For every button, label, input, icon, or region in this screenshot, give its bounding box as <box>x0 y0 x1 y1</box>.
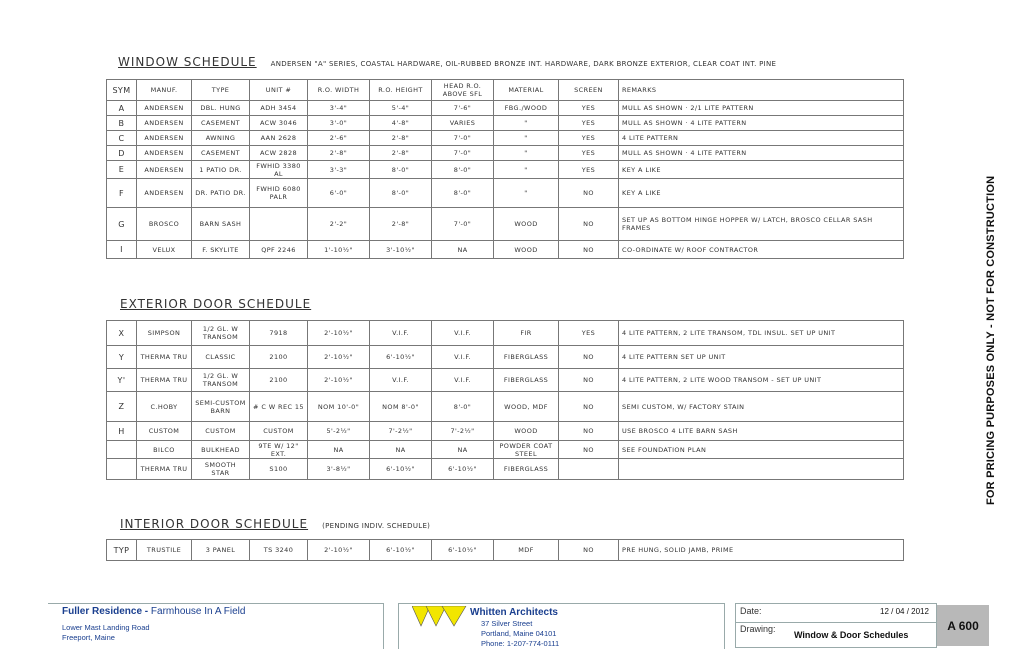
exterior-door-schedule-cell: V.I.F. <box>370 321 432 346</box>
window-schedule-row <box>107 131 904 146</box>
window-schedule-cell: VARIES <box>432 116 494 131</box>
window-schedule-cell: 2'-6" <box>308 131 370 146</box>
exterior-door-schedule-heading <box>120 297 311 311</box>
window-schedule-cell: 8'-0" <box>432 179 494 208</box>
exterior-door-schedule-cell: NO <box>559 422 619 441</box>
exterior-door-schedule-cell: WOOD, MDF <box>494 392 559 422</box>
window-schedule-cell: B <box>107 116 137 131</box>
exterior-door-schedule-cell: NOM 8'-0" <box>370 392 432 422</box>
window-schedule-cell: SET UP AS BOTTOM HINGE HOPPER W/ LATCH, BROSCO CELLAR SASH FRAMES <box>619 208 904 241</box>
exterior-door-schedule-cell: FIBERGLASS <box>494 346 559 369</box>
exterior-door-schedule-cell: Y <box>107 346 137 369</box>
window-schedule-table <box>106 79 904 259</box>
exterior-door-schedule-cell: SEE FOUNDATION PLAN <box>619 441 904 459</box>
date-label: Date: <box>740 606 762 616</box>
window-schedule-cell: 8'-0" <box>432 161 494 179</box>
drawing-label: Drawing: <box>740 624 776 634</box>
window-schedule-cell: NO <box>559 208 619 241</box>
exterior-door-schedule-cell: FIBERGLASS <box>494 459 559 480</box>
window-schedule-header-cell: R.O. HEIGHT <box>370 80 432 101</box>
exterior-door-schedule-row <box>107 441 904 459</box>
window-schedule-cell: YES <box>559 116 619 131</box>
exterior-door-schedule-cell: 6'-10½" <box>370 459 432 480</box>
window-schedule-cell: YES <box>559 161 619 179</box>
exterior-door-schedule-cell: 7918 <box>250 321 308 346</box>
window-schedule-cell: 4 LITE PATTERN <box>619 131 904 146</box>
interior-door-schedule-heading <box>120 517 430 531</box>
project-subtitle: Farmhouse In A Field <box>150 606 246 617</box>
window-schedule-cell: G <box>107 208 137 241</box>
window-schedule-cell: " <box>494 179 559 208</box>
exterior-door-schedule-cell: SEMI CUSTOM, W/ FACTORY STAIN <box>619 392 904 422</box>
window-schedule-cell: 2'-8" <box>308 146 370 161</box>
window-schedule-row <box>107 146 904 161</box>
window-schedule-cell <box>250 208 308 241</box>
exterior-door-schedule-cell: NO <box>559 392 619 422</box>
window-schedule-header-cell: UNIT # <box>250 80 308 101</box>
window-schedule-cell: NO <box>559 241 619 259</box>
exterior-door-schedule-cell: CUSTOM <box>137 422 192 441</box>
window-schedule-cell: VELUX <box>137 241 192 259</box>
window-schedule-cell: NO <box>559 179 619 208</box>
sheet-number: A 600 <box>937 605 989 646</box>
window-schedule-cell: 2'-8" <box>370 146 432 161</box>
window-schedule-cell: A <box>107 101 137 116</box>
window-schedule-cell: 8'-0" <box>370 179 432 208</box>
window-schedule-cell: ADH 3454 <box>250 101 308 116</box>
window-schedule-cell: " <box>494 116 559 131</box>
firm-logo-icon <box>412 606 468 628</box>
interior-door-schedule-cell: 2'-10½" <box>308 540 370 561</box>
firm-name: Whitten Architects <box>470 607 558 618</box>
window-schedule-cell: ANDERSEN <box>137 161 192 179</box>
exterior-door-schedule-cell: Y' <box>107 369 137 392</box>
window-schedule-header-cell: MATERIAL <box>494 80 559 101</box>
window-schedule-cell: KEY A LIKE <box>619 179 904 208</box>
exterior-door-schedule-cell: BILCO <box>137 441 192 459</box>
exterior-door-schedule-cell <box>107 441 137 459</box>
exterior-door-schedule-title: EXTERIOR DOOR SCHEDULE <box>120 297 312 311</box>
exterior-door-schedule-cell: 6'-10½" <box>370 346 432 369</box>
exterior-door-schedule-cell: 2100 <box>250 346 308 369</box>
window-schedule-cell: " <box>494 161 559 179</box>
exterior-door-schedule-cell: BULKHEAD <box>192 441 250 459</box>
exterior-door-schedule-cell: # C W REC 15 <box>250 392 308 422</box>
window-schedule-cell: 5'-4" <box>370 101 432 116</box>
exterior-door-schedule-cell: 7'-2½" <box>370 422 432 441</box>
exterior-door-schedule-cell: NO <box>559 346 619 369</box>
exterior-door-schedule-cell: S100 <box>250 459 308 480</box>
window-schedule-cell: 1'-10½" <box>308 241 370 259</box>
firm-phone: Phone: 1-207-774-0111 <box>481 639 560 648</box>
date-value: 12 / 04 / 2012 <box>880 607 929 616</box>
window-schedule-cell: F. SKYLITE <box>192 241 250 259</box>
window-schedule-cell: CASEMENT <box>192 116 250 131</box>
project-name: Fuller Residence - <box>62 606 149 617</box>
exterior-door-schedule-cell: 2'-10½" <box>308 369 370 392</box>
window-schedule-heading <box>118 55 776 69</box>
window-schedule-cell: WOOD <box>494 208 559 241</box>
window-schedule-cell: FWHID 3380 AL <box>250 161 308 179</box>
exterior-door-schedule-cell: NA <box>308 441 370 459</box>
exterior-door-schedule-cell <box>619 459 904 480</box>
window-schedule-cell: YES <box>559 131 619 146</box>
window-schedule-cell: E <box>107 161 137 179</box>
exterior-door-schedule-cell: 4 LITE PATTERN, 2 LITE WOOD TRANSOM - SET UP UNIT <box>619 369 904 392</box>
exterior-door-schedule-cell: NOM 10'-0" <box>308 392 370 422</box>
exterior-door-schedule-cell: V.I.F. <box>370 369 432 392</box>
interior-door-schedule-row <box>107 540 904 561</box>
window-schedule-cell: I <box>107 241 137 259</box>
window-schedule-header-cell: SYM <box>107 80 137 101</box>
window-schedule-header-cell: R.O. WIDTH <box>308 80 370 101</box>
exterior-door-schedule-cell: SMOOTH STAR <box>192 459 250 480</box>
exterior-door-schedule-row <box>107 459 904 480</box>
window-schedule-cell: QPF 2246 <box>250 241 308 259</box>
exterior-door-schedule-cell: SEMI-CUSTOM BARN <box>192 392 250 422</box>
exterior-door-schedule-cell: 5'-2½" <box>308 422 370 441</box>
exterior-door-schedule-cell: POWDER COAT STEEL <box>494 441 559 459</box>
window-schedule-row <box>107 208 904 241</box>
window-schedule-cell: 2'-8" <box>370 208 432 241</box>
window-schedule-header-row <box>107 80 904 101</box>
window-schedule-cell: FBG./WOOD <box>494 101 559 116</box>
interior-door-schedule-title: INTERIOR DOOR SCHEDULE <box>120 517 309 531</box>
window-schedule-cell: ANDERSEN <box>137 116 192 131</box>
window-schedule-cell: DR. PATIO DR. <box>192 179 250 208</box>
window-schedule-cell: BARN SASH <box>192 208 250 241</box>
window-schedule-cell: YES <box>559 146 619 161</box>
exterior-door-schedule-cell: 2'-10½" <box>308 346 370 369</box>
exterior-door-schedule-cell <box>559 459 619 480</box>
window-schedule-cell: ANDERSEN <box>137 146 192 161</box>
exterior-door-schedule-cell <box>107 459 137 480</box>
exterior-door-schedule-cell: Z <box>107 392 137 422</box>
exterior-door-schedule-cell: NO <box>559 369 619 392</box>
window-schedule-cell: 2'-2" <box>308 208 370 241</box>
window-schedule-cell: ACW 3046 <box>250 116 308 131</box>
window-schedule-cell: ACW 2828 <box>250 146 308 161</box>
exterior-door-schedule-cell: WOOD <box>494 422 559 441</box>
exterior-door-schedule-row <box>107 392 904 422</box>
exterior-door-schedule-table <box>106 320 904 480</box>
interior-door-schedule-cell: 3 PANEL <box>192 540 250 561</box>
window-schedule-cell: 4'-8" <box>370 116 432 131</box>
window-schedule-cell: 7'-6" <box>432 101 494 116</box>
exterior-door-schedule-cell: THERMA TRU <box>137 346 192 369</box>
exterior-door-schedule-cell: 6'-10½" <box>432 459 494 480</box>
window-schedule-cell: AAN 2628 <box>250 131 308 146</box>
exterior-door-schedule-cell: NA <box>432 441 494 459</box>
exterior-door-schedule-row <box>107 346 904 369</box>
window-schedule-row <box>107 101 904 116</box>
interior-door-schedule-table <box>106 539 904 561</box>
window-schedule-cell: ANDERSEN <box>137 101 192 116</box>
exterior-door-schedule-cell: 3'-8½" <box>308 459 370 480</box>
exterior-door-schedule-cell: FIBERGLASS <box>494 369 559 392</box>
exterior-door-schedule-cell: V.I.F. <box>432 346 494 369</box>
window-schedule-cell: 7'-0" <box>432 146 494 161</box>
interior-door-schedule-cell: 6'-10½" <box>370 540 432 561</box>
window-schedule-cell: 3'-3" <box>308 161 370 179</box>
window-schedule-cell: 7'-0" <box>432 208 494 241</box>
window-schedule-row <box>107 179 904 208</box>
exterior-door-schedule-row <box>107 321 904 346</box>
interior-door-schedule-cell: NO <box>559 540 619 561</box>
pricing-disclaimer: FOR PRICING PURPOSES ONLY - NOT FOR CONSTRUCTION <box>985 175 997 505</box>
window-schedule-cell: 1 PATIO DR. <box>192 161 250 179</box>
exterior-door-schedule-cell: THERMA TRU <box>137 369 192 392</box>
window-schedule-note: ANDERSEN "A" SERIES, COASTAL HARDWARE, OIL-RUBBED BRONZE INT. HARDWARE, DARK BRONZE EXTERIOR, CLEAR COAT INT. PINE <box>270 60 777 68</box>
window-schedule-cell: D <box>107 146 137 161</box>
project-address-line1: Lower Mast Landing Road <box>62 623 150 632</box>
exterior-door-schedule-cell: CUSTOM <box>192 422 250 441</box>
window-schedule-cell: 2'-8" <box>370 131 432 146</box>
exterior-door-schedule-row <box>107 422 904 441</box>
exterior-door-schedule-cell: FIR <box>494 321 559 346</box>
window-schedule-cell: F <box>107 179 137 208</box>
exterior-door-schedule-cell: USE BROSCO 4 LITE BARN SASH <box>619 422 904 441</box>
window-schedule-cell: CO-ORDINATE W/ ROOF CONTRACTOR <box>619 241 904 259</box>
window-schedule-cell: CASEMENT <box>192 146 250 161</box>
exterior-door-schedule-cell: 2'-10½" <box>308 321 370 346</box>
window-schedule-cell: C <box>107 131 137 146</box>
window-schedule-cell: BROSCO <box>137 208 192 241</box>
window-schedule-cell: 6'-0" <box>308 179 370 208</box>
window-schedule-header-cell: REMARKS <box>619 80 904 101</box>
exterior-door-schedule-cell: CUSTOM <box>250 422 308 441</box>
window-schedule-cell: MULL AS SHOWN · 4 LITE PATTERN <box>619 116 904 131</box>
window-schedule-cell: " <box>494 131 559 146</box>
exterior-door-schedule-cell: V.I.F. <box>432 321 494 346</box>
project-title <box>62 606 245 617</box>
window-schedule-cell: AWNING <box>192 131 250 146</box>
interior-door-schedule-cell: TRUSTILE <box>137 540 192 561</box>
window-schedule-cell: KEY A LIKE <box>619 161 904 179</box>
window-schedule-cell: ANDERSEN <box>137 131 192 146</box>
exterior-door-schedule-cell: 1/2 GL. W TRANSOM <box>192 369 250 392</box>
window-schedule-row <box>107 241 904 259</box>
interior-door-schedule-cell: MDF <box>494 540 559 561</box>
window-schedule-cell: 3'-0" <box>308 116 370 131</box>
interior-door-schedule-note: (PENDING INDIV. SCHEDULE) <box>322 522 431 530</box>
window-schedule-cell: YES <box>559 101 619 116</box>
exterior-door-schedule-row <box>107 369 904 392</box>
exterior-door-schedule-cell: 2100 <box>250 369 308 392</box>
window-schedule-cell: FWHID 6080 PALR <box>250 179 308 208</box>
drawing-title: Window & Door Schedules <box>794 630 909 640</box>
interior-door-schedule-cell: TYP <box>107 540 137 561</box>
exterior-door-schedule-cell: X <box>107 321 137 346</box>
window-schedule-header-cell: HEAD R.O. ABOVE SFL <box>432 80 494 101</box>
exterior-door-schedule-cell: THERMA TRU <box>137 459 192 480</box>
exterior-door-schedule-cell: SIMPSON <box>137 321 192 346</box>
exterior-door-schedule-cell: 9TE W/ 12" EXT. <box>250 441 308 459</box>
exterior-door-schedule-cell: YES <box>559 321 619 346</box>
window-schedule-cell: WOOD <box>494 241 559 259</box>
exterior-door-schedule-cell: 1/2 GL. W TRANSOM <box>192 321 250 346</box>
exterior-door-schedule-cell: C.HOBY <box>137 392 192 422</box>
window-schedule-cell: " <box>494 146 559 161</box>
window-schedule-header-cell: MANUF. <box>137 80 192 101</box>
exterior-door-schedule-cell: 4 LITE PATTERN SET UP UNIT <box>619 346 904 369</box>
firm-city: Portland, Maine 04101 <box>481 629 557 638</box>
exterior-door-schedule-cell: H <box>107 422 137 441</box>
firm-street: 37 Silver Street <box>481 619 533 628</box>
window-schedule-title: WINDOW SCHEDULE <box>118 55 257 69</box>
project-address-line2: Freeport, Maine <box>62 633 115 642</box>
window-schedule-cell: NA <box>432 241 494 259</box>
exterior-door-schedule-cell: 8'-0" <box>432 392 494 422</box>
window-schedule-cell: DBL. HUNG <box>192 101 250 116</box>
interior-door-schedule-cell: TS 3240 <box>250 540 308 561</box>
window-schedule-cell: MULL AS SHOWN · 2/1 LITE PATTERN <box>619 101 904 116</box>
window-schedule-row <box>107 116 904 131</box>
window-schedule-cell: 3'-10½" <box>370 241 432 259</box>
window-schedule-header-cell: SCREEN <box>559 80 619 101</box>
window-schedule-header-cell: TYPE <box>192 80 250 101</box>
interior-door-schedule-cell: 6'-10½" <box>432 540 494 561</box>
window-schedule-cell: 8'-0" <box>370 161 432 179</box>
exterior-door-schedule-cell: CLASSIC <box>192 346 250 369</box>
exterior-door-schedule-cell: 4 LITE PATTERN, 2 LITE TRANSOM, TDL INSUL. SET UP UNIT <box>619 321 904 346</box>
exterior-door-schedule-cell: V.I.F. <box>432 369 494 392</box>
exterior-door-schedule-cell: 7'-2½" <box>432 422 494 441</box>
window-schedule-cell: MULL AS SHOWN · 4 LITE PATTERN <box>619 146 904 161</box>
interior-door-schedule-cell: PRE HUNG, SOLID JAMB, PRIME <box>619 540 904 561</box>
exterior-door-schedule-cell: NA <box>370 441 432 459</box>
window-schedule-cell: ANDERSEN <box>137 179 192 208</box>
window-schedule-row <box>107 161 904 179</box>
window-schedule-cell: 3'-4" <box>308 101 370 116</box>
exterior-door-schedule-cell: NO <box>559 441 619 459</box>
window-schedule-cell: 7'-0" <box>432 131 494 146</box>
